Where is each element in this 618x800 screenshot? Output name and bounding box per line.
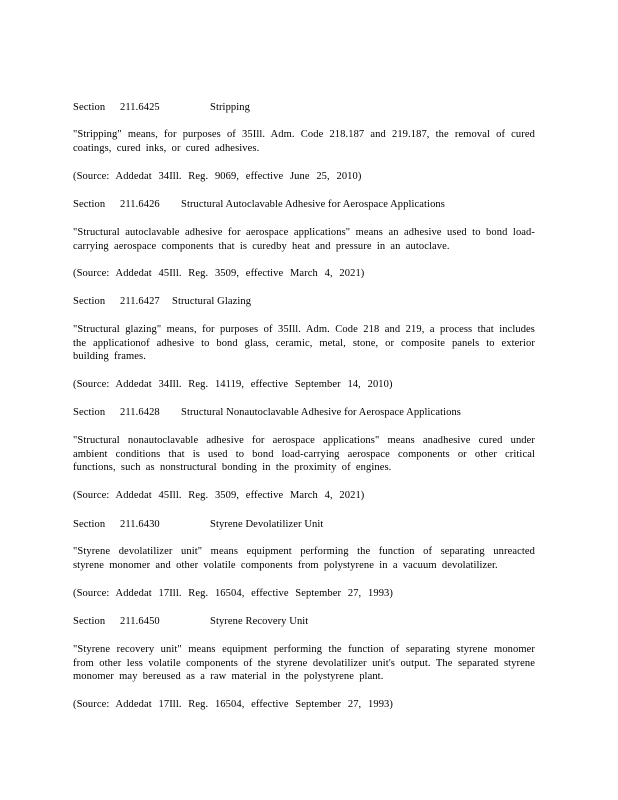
section-definition: "Structural glazing" means, for purposes of 35Ill. Adm. Code 218 and 219, a process that includes the applicationof adhesive to bond glass, ceramic, metal, stone, or composite panels to exterior building frames. — [73, 324, 535, 362]
section-title: Structural Nonautoclavable Adhesive for Aerospace Applications — [181, 407, 461, 418]
section-heading — [73, 198, 535, 212]
section-definition: "Styrene recovery unit" means equipment performing the function of separating styrene monomer from other less volatile components of the styrene devolatilizer unit's output. The separated styrene monomer may bereused as a raw material in the polystyrene plant. — [73, 644, 535, 682]
section-title: Styrene Devolatilizer Unit — [210, 519, 324, 530]
section-number: 211.6425 — [120, 102, 160, 113]
section-number: 211.6450 — [120, 616, 160, 627]
section-title: Structural Autoclavable Adhesive for Aerospace Applications — [181, 199, 445, 210]
section-heading — [73, 295, 535, 309]
section-heading — [73, 615, 535, 629]
section-source: (Source: Addedat 17Ill. Reg. 16504, effective September 27, 1993) — [73, 588, 393, 599]
section-definition: "Structural nonautoclavable adhesive for aerospace applications" means anadhesive cured under ambient conditions that is used to bond load-carrying aerospace components or other critical functions, such as nonstructural bonding in the proximity of engines. — [73, 435, 535, 473]
section-number: 211.6426 — [120, 199, 160, 210]
section-number: 211.6430 — [120, 519, 160, 530]
section-heading — [73, 101, 535, 115]
section-label: Section — [73, 519, 106, 530]
section-label: Section — [73, 102, 106, 113]
section-source: (Source: Addedat 17Ill. Reg. 16504, effective September 27, 1993) — [73, 699, 393, 710]
section-heading — [73, 406, 535, 420]
section-label: Section — [73, 296, 106, 307]
section-definition: "Styrene devolatilizer unit" means equipment performing the function of separating unreacted styrene monomer and other volatile components from polystyrene in a vacuum devolatilizer. — [73, 546, 535, 571]
section-heading — [73, 518, 535, 532]
section-label: Section — [73, 407, 106, 418]
section-definition: "Structural autoclavable adhesive for aerospace applications" means an adhesive used to bond load-carrying aerospace components that is curedby heat and pressure in an autoclave. — [73, 227, 535, 252]
section-title: Styrene Recovery Unit — [210, 616, 309, 627]
section-title: Structural Glazing — [172, 296, 252, 307]
section-source: (Source: Addedat 45Ill. Reg. 3509, effective March 4, 2021) — [73, 268, 365, 279]
section-number: 211.6427 — [120, 296, 160, 307]
section-source: (Source: Addedat 45Ill. Reg. 3509, effective March 4, 2021) — [73, 490, 365, 501]
section-number: 211.6428 — [120, 407, 160, 418]
section-definition: "Stripping" means, for purposes of 35Ill. Adm. Code 218.187 and 219.187, the removal of cured coatings, cured inks, or cured adhesives. — [73, 129, 535, 154]
section-label: Section — [73, 616, 106, 627]
section-title: Stripping — [210, 102, 250, 113]
section-label: Section — [73, 199, 106, 210]
section-source: (Source: Addedat 34Ill. Reg. 9069, effective June 25, 2010) — [73, 171, 362, 182]
section-source: (Source: Addedat 34Ill. Reg. 14119, effective September 14, 2010) — [73, 379, 393, 390]
